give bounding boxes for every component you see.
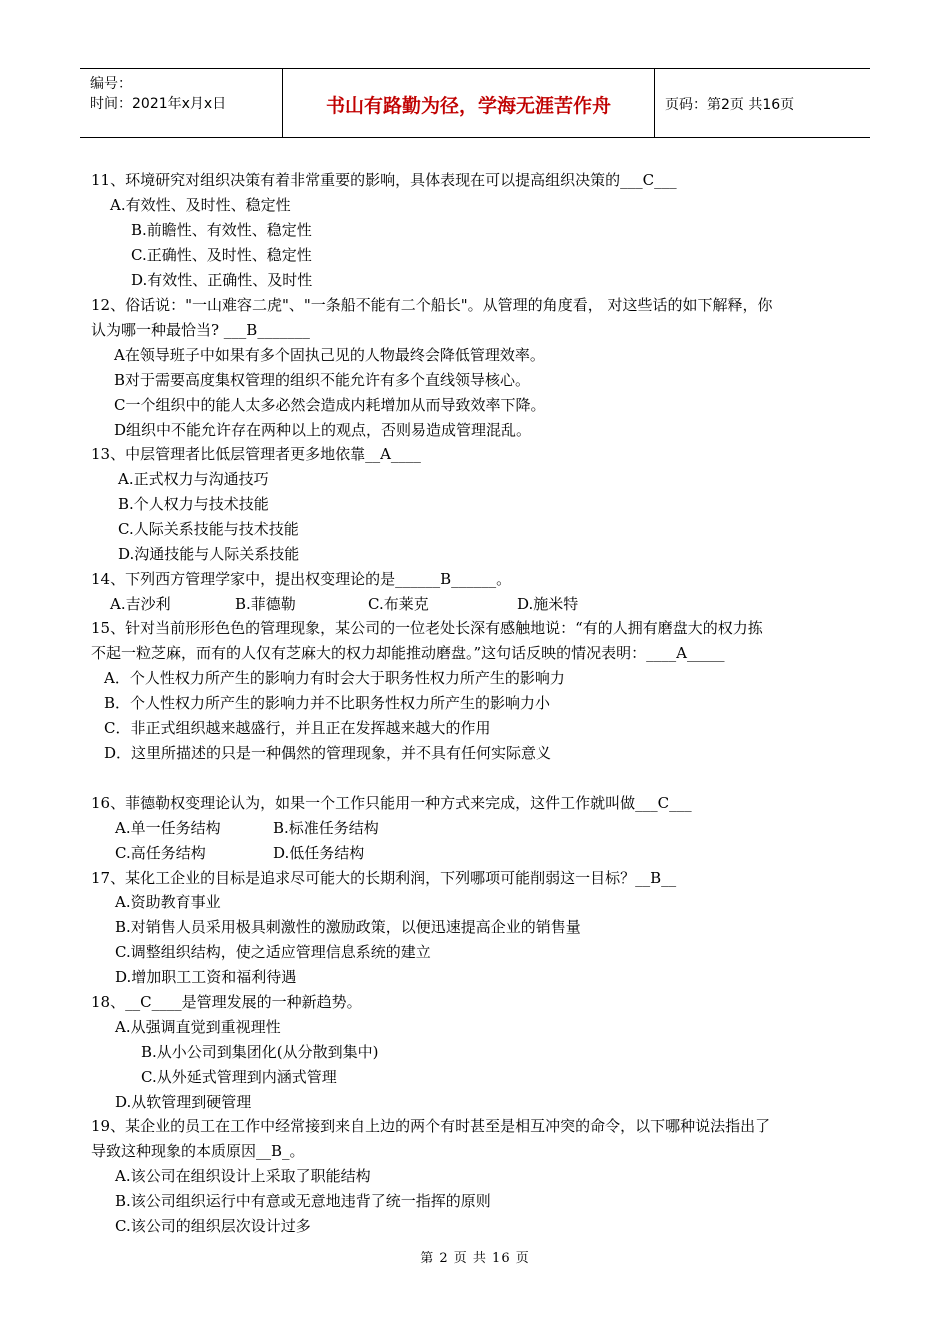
question-12-stem-line1: 12、俗话说："一山难容二虎"、"一条船不能有二个船长"。从管理的角度看， 对这些话的如下解释，你 [91,296,773,314]
question-18-option-c: C.从外延式管理到内涵式管理 [141,1068,337,1086]
question-11-option-b: B.前瞻性、有效性、稳定性 [131,221,312,239]
question-15-stem-line1: 15、针对当前形形色色的管理现象，某公司的一位老处长深有感触地说：“有的人拥有磨盘大的权力拣 [91,619,763,637]
question-15-option-b: B．个人性权力所产生的影响力并不比职务性权力所产生的影响力小 [104,694,551,712]
header-motto-cell [283,69,655,137]
question-13-stem: 13、中层管理者比低层管理者更多地依靠__A____ [91,445,421,463]
question-17-option-b: B.对销售人员采用极具刺激性的激励政策，以便迅速提高企业的销售量 [115,918,581,936]
question-11-stem: 11、环境研究对组织决策有着非常重要的影响，具体表现在可以提高组织决策的___C___ [91,171,677,189]
question-12-option-b: B对于需要高度集权管理的组织不能允许有多个直线领导核心。 [114,371,531,389]
question-18-option-a: A.从强调直觉到重视理性 [115,1018,281,1036]
question-12-option-c: C一个组织中的能人太多必然会造成内耗增加从而导致效率下降。 [114,396,546,414]
question-19-stem-line1: 19、某企业的员工在工作中经常接到来自上边的两个有时甚至是相互冲突的命令，以下哪种说法指出了 [91,1117,771,1135]
question-13-option-d: D.沟通技能与人际关系技能 [118,545,300,563]
question-11-option-a: A.有效性、及时性、稳定性 [110,196,291,214]
question-19-option-a: A.该公司在组织设计上采取了职能结构 [115,1167,371,1185]
question-16-option-b: B.标准任务结构 [273,819,379,837]
question-15-option-d: D．这里所描述的只是一种偶然的管理现象，并不具有任何实际意义 [104,744,552,762]
question-15-option-c: C．非正式组织越来越盛行，并且正在发挥越来越大的作用 [104,719,491,737]
question-15-stem-line2: 不起一粒芝麻，而有的人仅有芝麻大的权力却能推动磨盘。”这句话反映的情况表明：____A_____ [91,644,725,662]
question-17-stem: 17、某化工企业的目标是追求尽可能大的长期利润，下列哪项可能削弱这一目标？__B__ [91,869,677,887]
date-label: 时间：2021年x月x日 [90,96,227,112]
question-12-stem-line2: 认为哪一种最恰当? ___B_______ [91,321,310,339]
motto-text: 书山有路勤为径，学海无涯苦作舟 [325,95,611,117]
question-13-option-a: A.正式权力与沟通技巧 [118,470,269,488]
question-17-option-c: C.调整组织结构，使之适应管理信息系统的建立 [115,943,431,961]
question-11-option-c: C.正确性、及时性、稳定性 [131,246,312,264]
question-16-option-d: D.低任务结构 [273,844,365,862]
question-16-stem: 16、菲德勒权变理论认为，如果一个工作只能用一种方式来完成，这件工作就叫做___C___ [91,794,692,812]
page-header [80,68,870,138]
question-16-option-a: A.单一任务结构 [115,819,221,837]
number-label: 编号： [90,76,132,92]
question-15-option-a: A．个人性权力所产生的影响力有时会大于职务性权力所产生的影响力 [104,669,565,687]
question-16-option-c: C.高任务结构 [115,844,206,862]
question-17-option-a: A.资助教育事业 [115,893,221,911]
question-14-stem: 14、下列西方管理学家中，提出权变理论的是______B______。 [91,570,512,588]
question-19-stem-line2: 导致这种现象的本质原因__B_。 [91,1142,305,1160]
question-19-option-b: B.该公司组织运行中有意或无意地违背了统一指挥的原则 [115,1192,491,1210]
question-13-option-b: B.个人权力与技术技能 [118,495,269,513]
question-19-option-c: C.该公司的组织层次设计过多 [115,1217,311,1235]
question-14-option-d: D.施米特 [517,595,579,613]
question-14-option-a: A.吉沙利 [110,595,171,613]
question-18-option-d: D.从软管理到硬管理 [115,1093,252,1111]
question-17-option-d: D.增加职工工资和福利待遇 [115,968,297,986]
page-info: 页码：第2页 共16页 [665,97,795,113]
header-info-cell [80,69,283,137]
question-18-stem: 18、__C____是管理发展的一种新趋势。 [91,993,362,1011]
question-11-option-d: D.有效性、正确性、及时性 [131,271,313,289]
question-14-option-c: C.布莱克 [368,595,429,613]
question-12-option-a: A在领导班子中如果有多个固执己见的人物最终会降低管理效率。 [114,346,545,364]
question-13-option-c: C.人际关系技能与技术技能 [118,520,299,538]
header-page-cell [655,69,870,137]
question-14-option-b: B.菲德勒 [235,595,296,613]
question-18-option-b: B.从小公司到集团化(从分散到集中) [141,1043,379,1061]
question-12-option-d: D组织中不能允许存在两种以上的观点，否则易造成管理混乱。 [114,421,532,439]
page-footer: 第 2 页 共 16 页 [420,1251,530,1266]
